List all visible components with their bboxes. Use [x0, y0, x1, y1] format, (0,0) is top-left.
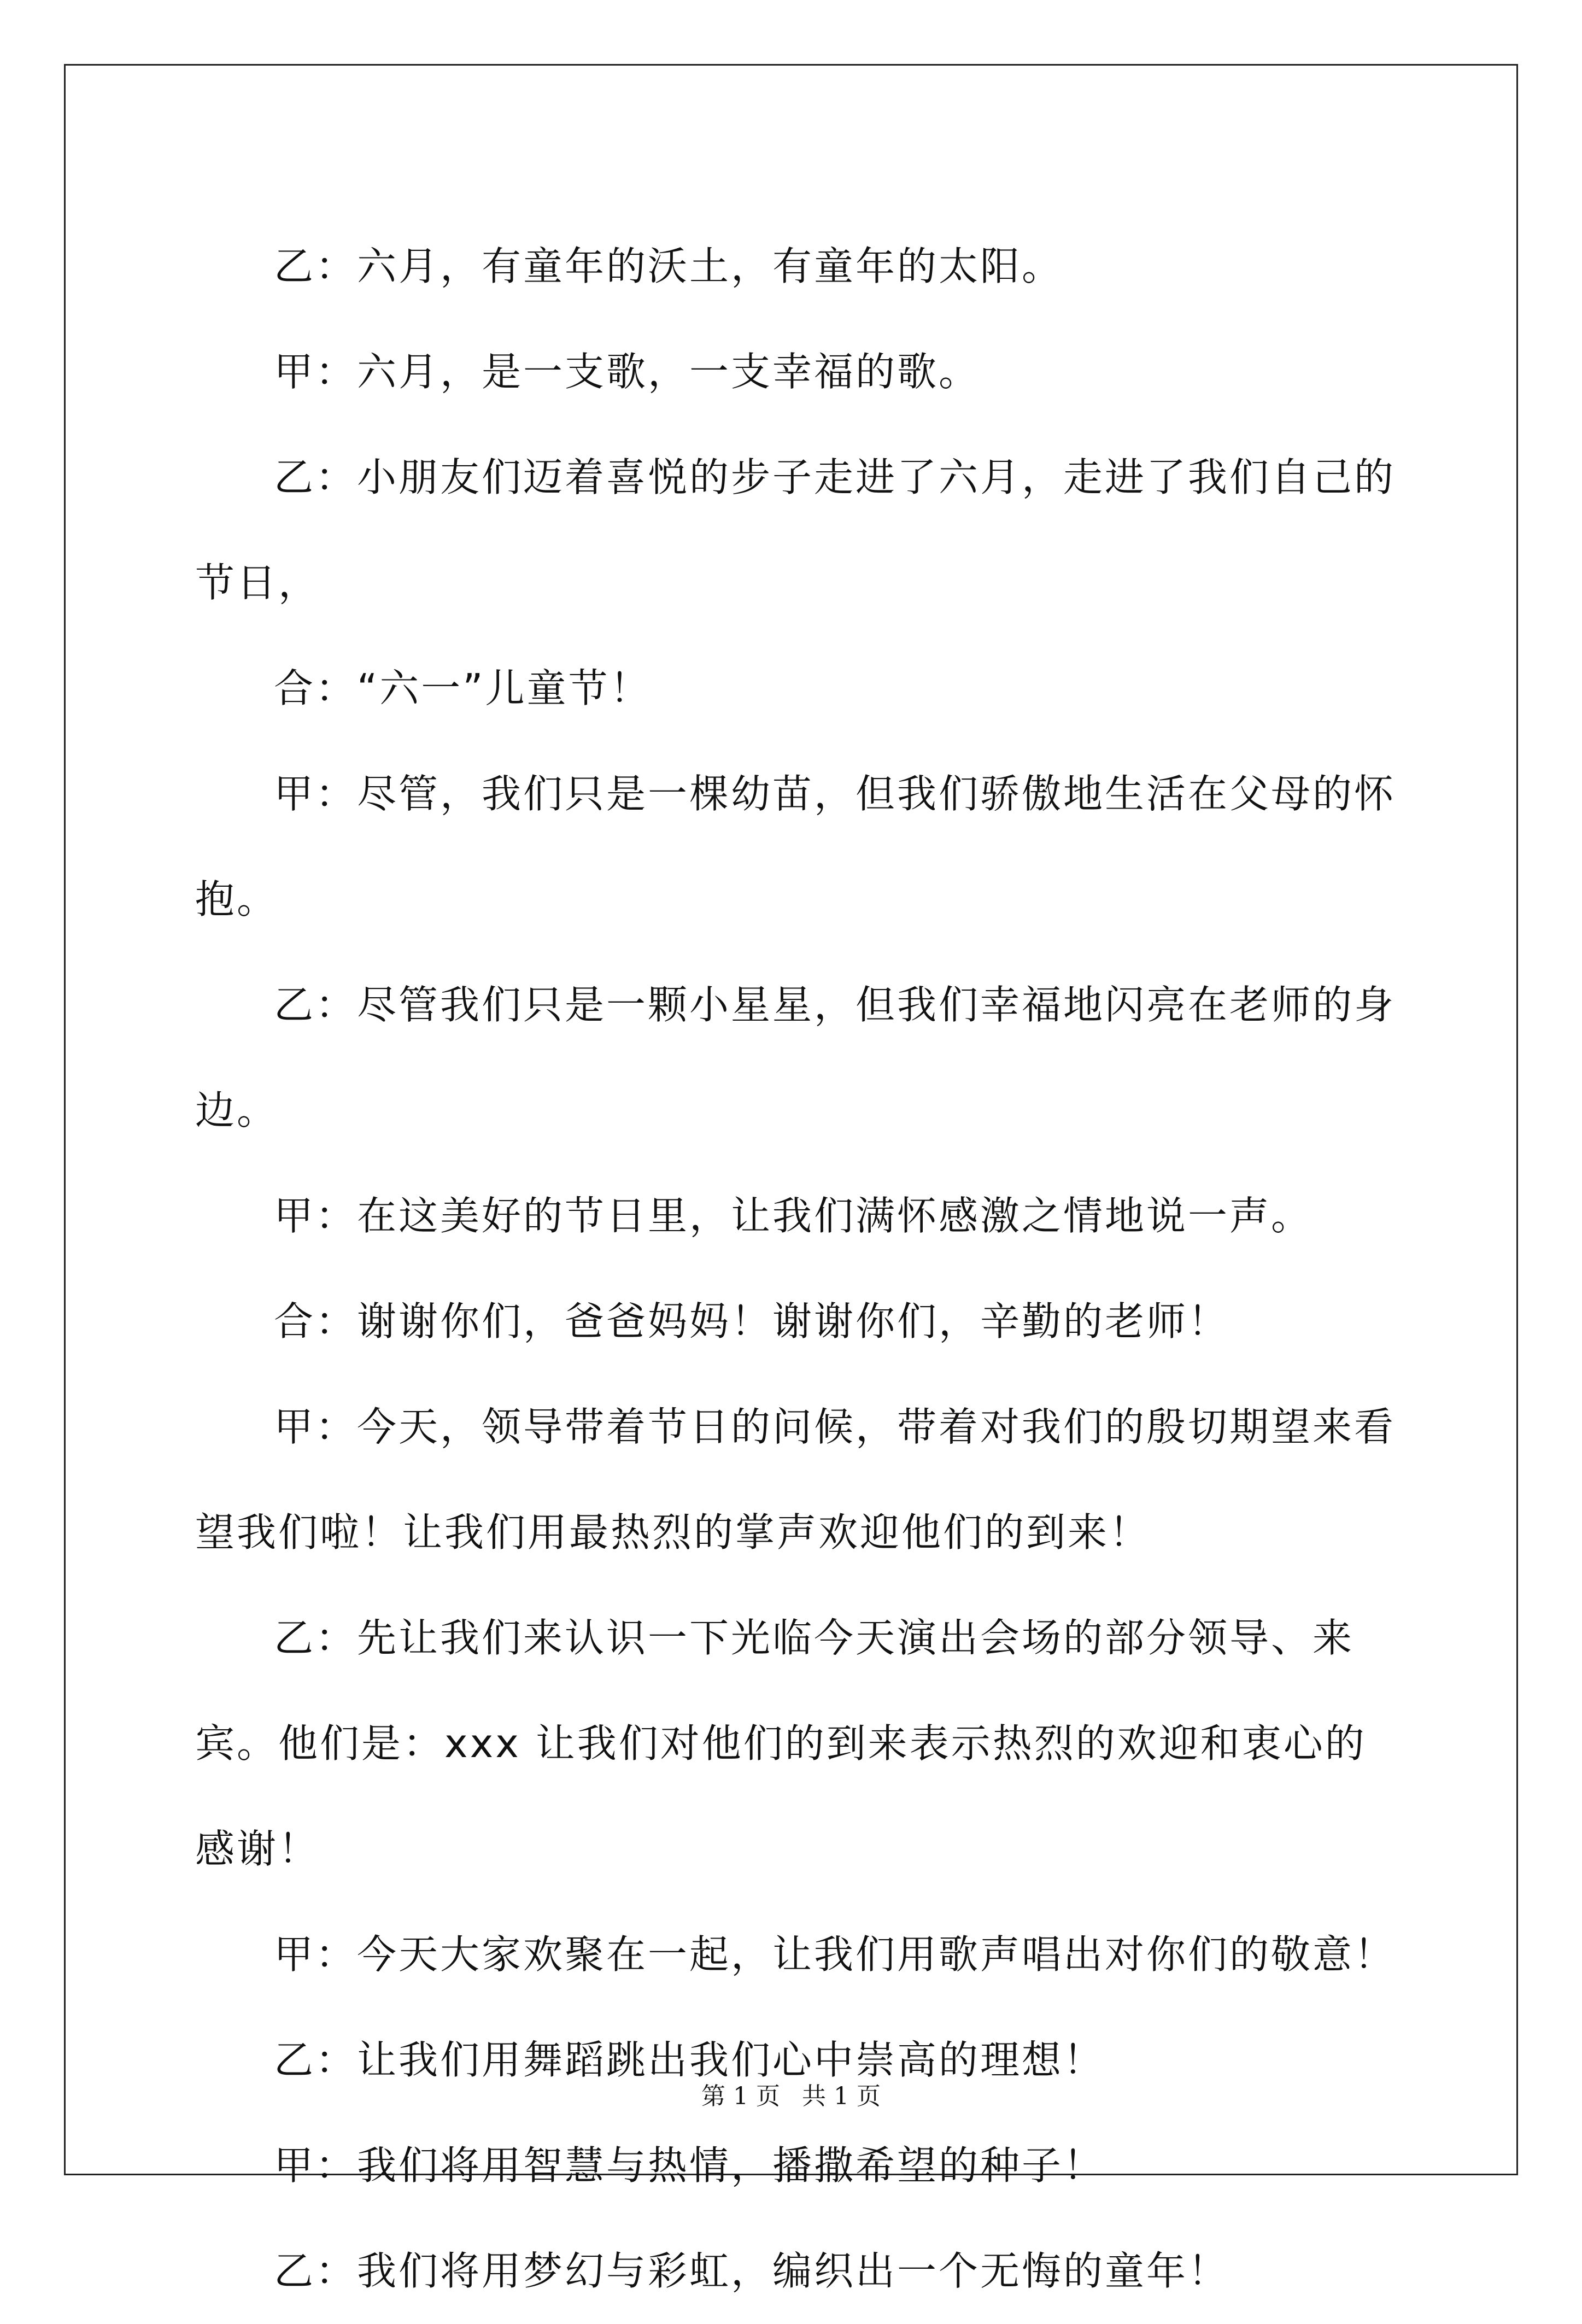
- paragraph: 甲：今天，领导带着节日的问候，带着对我们的殷切期望来看望我们啦！让我们用最热烈的掌声欢迎他们的到来！: [195, 1404, 1396, 1555]
- page-number-current: 第 1 页: [701, 2082, 780, 2110]
- paragraph: 乙：小朋友们迈着喜悦的步子走进了六月，走进了我们自己的节日，: [195, 454, 1396, 606]
- paragraph: 甲：尽管，我们只是一棵幼苗，但我们骄傲地生活在父母的怀抱。: [195, 771, 1396, 922]
- paragraph: 甲：我们将用智慧与热情，播撒希望的种子！: [274, 2142, 1105, 2188]
- page-footer: [0, 2080, 1582, 2113]
- paragraph: 合：“六一”儿童节！: [274, 665, 652, 711]
- paragraph: 乙：六月，有童年的沃土，有童年的太阳。: [274, 243, 1064, 289]
- paragraph: 甲：六月，是一支歌，一支幸福的歌。: [274, 349, 981, 395]
- paragraph: 甲：在这美好的节日里，让我们满怀感激之情地说一声。: [274, 1193, 1313, 1239]
- paragraph: 合：谢谢你们，爸爸妈妈！谢谢你们，辛勤的老师！: [274, 1298, 1230, 1344]
- paragraph: 乙：我们将用梦幻与彩虹，编织出一个无悔的童年！: [274, 2248, 1230, 2294]
- page-number-total: 共 1 页: [802, 2082, 881, 2110]
- document-body: [195, 214, 1398, 2324]
- paragraph: 乙：尽管我们只是一颗小星星，但我们幸福地闪亮在老师的身边。: [195, 982, 1396, 1133]
- paragraph: 乙：让我们用舞蹈跳出我们心中崇高的理想！: [274, 2037, 1105, 2083]
- paragraph: 甲：今天大家欢聚在一起，让我们用歌声唱出对你们的敬意！: [274, 1931, 1396, 1977]
- paragraph: 乙：先让我们来认识一下光临今天演出会场的部分领导、来宾。他们是：xxx 让我们对他们的到来表示热烈的欢迎和衷心的感谢！: [195, 1615, 1367, 1872]
